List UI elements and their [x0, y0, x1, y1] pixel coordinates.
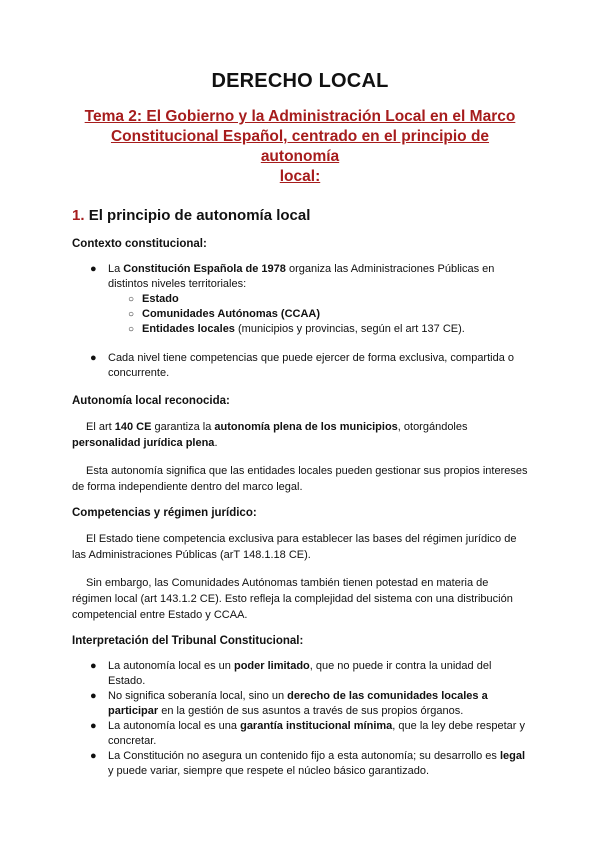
text-span: garantiza la [151, 421, 215, 433]
bold-span: garantía institucional mínima [240, 720, 393, 732]
subtitle-line-2: Constitucional Español, centrado en el principio de autonomía [110, 128, 490, 165]
contexto-list [72, 262, 528, 381]
bullet-icon: ● [90, 352, 97, 364]
bold-span: Comunidades Autónomas (CCAA) [142, 308, 321, 320]
bold-span: personalidad jurídica plena [72, 437, 215, 449]
tribunal-bullet-1 [72, 659, 528, 689]
contexto-sublist [108, 292, 528, 337]
text-span: , que la ley debe respetar y concretar. [108, 720, 525, 747]
bullet-icon: ● [90, 750, 97, 762]
text-span: La [108, 263, 124, 275]
subtitle-line-3: local: [279, 168, 321, 185]
text-span: El art [86, 421, 115, 433]
document-title: DERECHO LOCAL [211, 70, 389, 92]
competencias-paragraph-1: El Estado tiene competencia exclusiva para establecer las bases del régimen jurídico de las Administraciones Públicas (arT 148.1.18 CE). [72, 533, 517, 561]
text-span: La Constitución no asegura un contenido fijo a esta autonomía; su desarrollo es [108, 750, 500, 762]
sub-item-estado [108, 292, 528, 307]
ring-bullet-icon: ○ [128, 294, 135, 305]
competencias-heading: Competencias y régimen jurídico: [72, 507, 257, 519]
text-span: Cada nivel tiene competencias que puede ejercer de forma exclusiva, compartida o concurrente. [108, 352, 515, 379]
text-span: (municipios y provincias, según el art 137 CE). [234, 323, 465, 335]
text-span: La autonomía local es un [108, 660, 234, 672]
bullet-icon: ● [90, 660, 97, 672]
subtitle-line-1: Tema 2: El Gobierno y la Administración Local en el Marco [84, 108, 516, 125]
contexto-bullet-1 [72, 262, 528, 337]
bold-span: Estado [142, 293, 179, 305]
section-1-title: El principio de autonomía local [88, 207, 311, 224]
bold-span: derecho de las comunidades locales a participar [108, 690, 488, 717]
tribunal-heading: Interpretación del Tribunal Constitucional: [72, 635, 304, 647]
sub-item-entidades [108, 322, 528, 337]
contexto-bullet-2 [72, 351, 528, 381]
contexto-heading: Contexto constitucional: [72, 238, 207, 250]
spacer [72, 337, 528, 351]
text-span: y puede variar, siempre que respete el núcleo básico garantizado. [108, 765, 430, 777]
document-subtitle [72, 107, 528, 187]
bold-span: poder limitado [233, 660, 310, 672]
competencias-paragraph-2: Sin embargo, las Comunidades Autónomas también tienen potestad en materia de régimen local (art 143.1.2 CE). Esto refleja la complejidad del sistema con una distribución competencial entre Estado y CCAA. [72, 577, 513, 621]
ring-bullet-icon: ○ [128, 324, 135, 335]
text-span: . [214, 437, 218, 449]
ring-bullet-icon: ○ [128, 309, 135, 320]
text-span: , que no puede ir contra la unidad del Estado. [108, 660, 492, 687]
tribunal-bullet-3 [72, 719, 528, 749]
section-1-number: 1. [72, 207, 85, 224]
spacer [72, 381, 528, 395]
autonomia-heading: Autonomía local reconocida: [72, 395, 230, 407]
sub-item-ccaa [108, 307, 528, 322]
tribunal-list [72, 659, 528, 779]
bullet-icon: ● [90, 263, 97, 275]
section-1-heading [72, 207, 528, 224]
bold-span: Constitución Española de 1978 [123, 263, 286, 275]
bold-span: autonomía plena de los municipios [214, 421, 398, 433]
bold-span: 140 CE [114, 421, 152, 433]
tribunal-bullet-4 [72, 749, 528, 779]
bold-span: legal [499, 750, 526, 762]
autonomia-paragraph-1 [72, 419, 528, 451]
bullet-icon: ● [90, 690, 97, 702]
text-span: organiza las Administraciones Públicas en distintos niveles territoriales: [108, 263, 495, 290]
autonomia-paragraph-2: Esta autonomía significa que las entidades locales pueden gestionar sus propios intereses de forma independiente dentro del marco legal. [72, 465, 528, 493]
bullet-icon: ● [90, 720, 97, 732]
tribunal-bullet-2 [72, 689, 528, 719]
text-span: , otorgándoles [397, 421, 468, 433]
bold-span: Entidades locales [142, 323, 235, 335]
text-span: en la gestión de sus asuntos a través de sus propios órganos. [158, 705, 464, 717]
text-span: No significa soberanía local, sino un [108, 690, 288, 702]
text-span: La autonomía local es una [108, 720, 241, 732]
